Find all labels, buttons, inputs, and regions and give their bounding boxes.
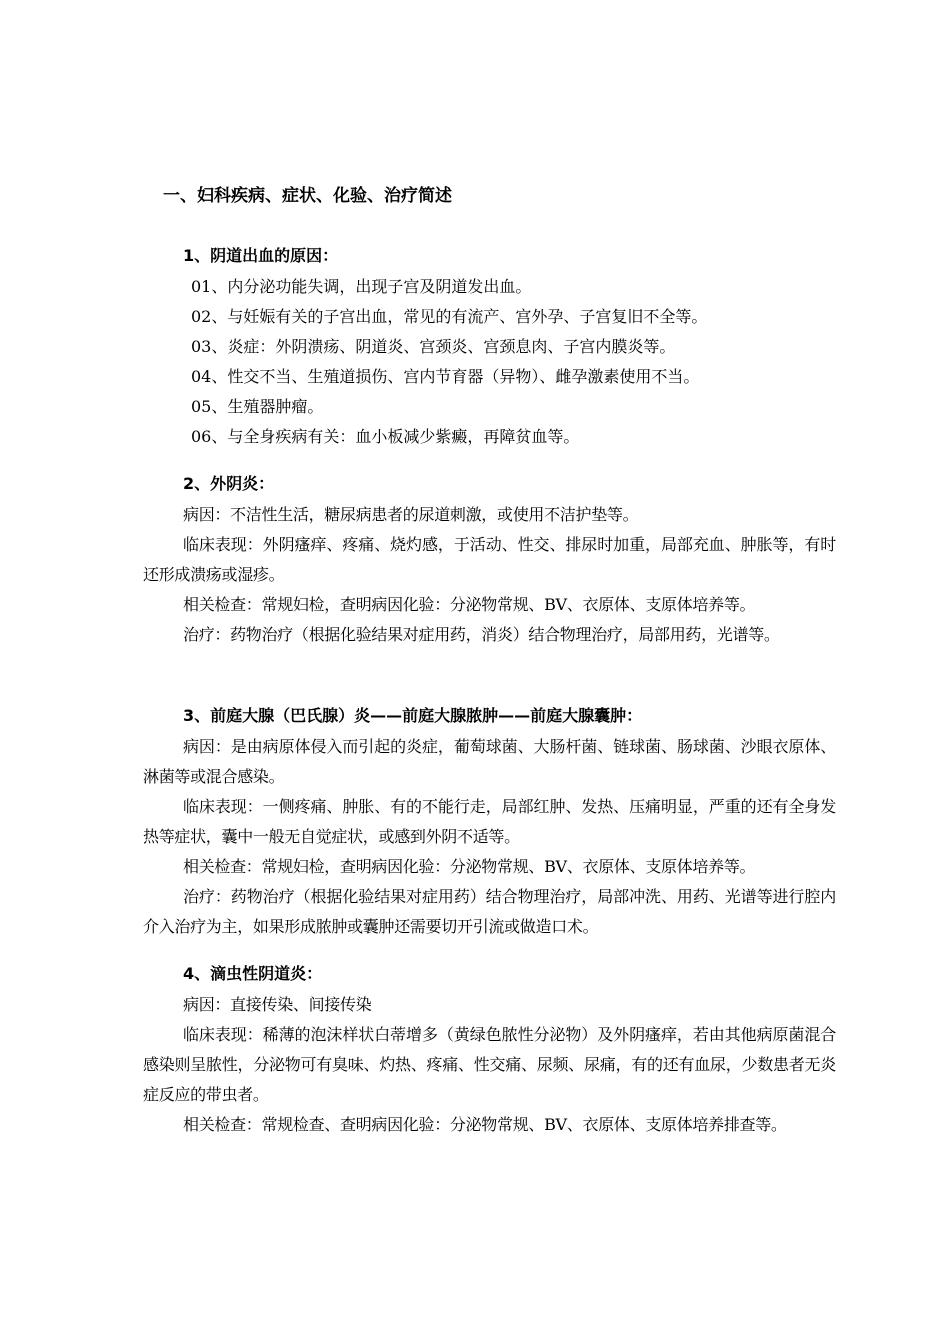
list-item: 03、炎症：外阴溃疡、阴道炎、宫颈炎、宫颈息肉、子宫内膜炎等。 <box>191 337 676 356</box>
paragraph: 临床表现：一侧疼痛、肿胀、有的不能行走，局部红肿、发热、压痛明显，严重的还有全身发热等症状，囊中一般无自觉症状，或感到外阴不适等。 <box>143 797 836 846</box>
paragraph: 相关检查：常规妇检，查明病因化验：分泌物常规、BV、衣原体、支原体培养等。 <box>183 595 756 614</box>
paragraph: 相关检查：常规妇检，查明病因化验：分泌物常规、BV、衣原体、支原体培养等。 <box>183 857 756 876</box>
paragraph: 临床表现：外阴瘙痒、疼痛、烧灼感，于活动、性交、排尿时加重，局部充血、肿胀等，有时还形成溃疡或湿疹。 <box>143 535 836 584</box>
section-vaginal-bleeding <box>143 240 836 452</box>
list-item: 05、生殖器肿瘤。 <box>191 397 324 416</box>
section-trichomonas-vaginitis <box>143 958 836 1140</box>
document-heading: 一、妇科疾病、症状、化验、治疗简述 <box>163 186 452 206</box>
paragraph: 治疗：药物治疗（根据化验结果对症用药）结合物理治疗，局部冲洗、用药、光谱等进行腔内介入治疗为主，如果形成脓肿或囊肿还需要切开引流或做造口术。 <box>143 887 836 936</box>
section-bartholinitis <box>143 700 836 942</box>
section-title: 2、外阴炎： <box>183 474 275 493</box>
paragraph: 相关检查：常规检查、查明病因化验：分泌物常规、BV、衣原体、支原体培养排查等。 <box>183 1115 787 1134</box>
list-item: 04、性交不当、生殖道损伤、宫内节育器（异物）、雌孕激素使用不当。 <box>191 367 700 386</box>
section-title: 4、滴虫性阴道炎： <box>183 964 323 983</box>
paragraph: 临床表现：稀薄的泡沫样状白蒂增多（黄绿色脓性分泌物）及外阴瘙痒，若由其他病原菌混合感染则呈脓性，分泌物可有臭味、灼热、疼痛、性交痛、尿频、尿痛，有的还有血尿，少数患者无炎症反应的带虫者。 <box>143 1025 836 1104</box>
list-item: 01、内分泌功能失调，出现子宫及阴道发出血。 <box>191 277 532 296</box>
section-title: 1、阴道出血的原因： <box>183 246 339 265</box>
paragraph: 病因：直接传染、间接传染 <box>183 995 372 1014</box>
paragraph: 治疗：药物治疗（根据化验结果对症用药，消炎）结合物理治疗，局部用药，光谱等。 <box>183 625 780 644</box>
list-item: 06、与全身疾病有关：血小板减少紫癜，再障贫血等。 <box>191 427 580 446</box>
paragraph: 病因：是由病原体侵入而引起的炎症，葡萄球菌、大肠杆菌、链球菌、肠球菌、沙眼衣原体、淋菌等或混合感染。 <box>143 737 836 786</box>
section-vulvitis <box>143 468 836 650</box>
section-title: 3、前庭大腺（巴氏腺）炎——前庭大腺脓肿——前庭大腺囊肿： <box>183 706 643 725</box>
list-item: 02、与妊娠有关的子宫出血，常见的有流产、宫外孕、子宫复旧不全等。 <box>191 307 708 326</box>
paragraph: 病因：不洁性生活，糖尿病患者的尿道刺激，或使用不洁护垫等。 <box>183 505 639 524</box>
